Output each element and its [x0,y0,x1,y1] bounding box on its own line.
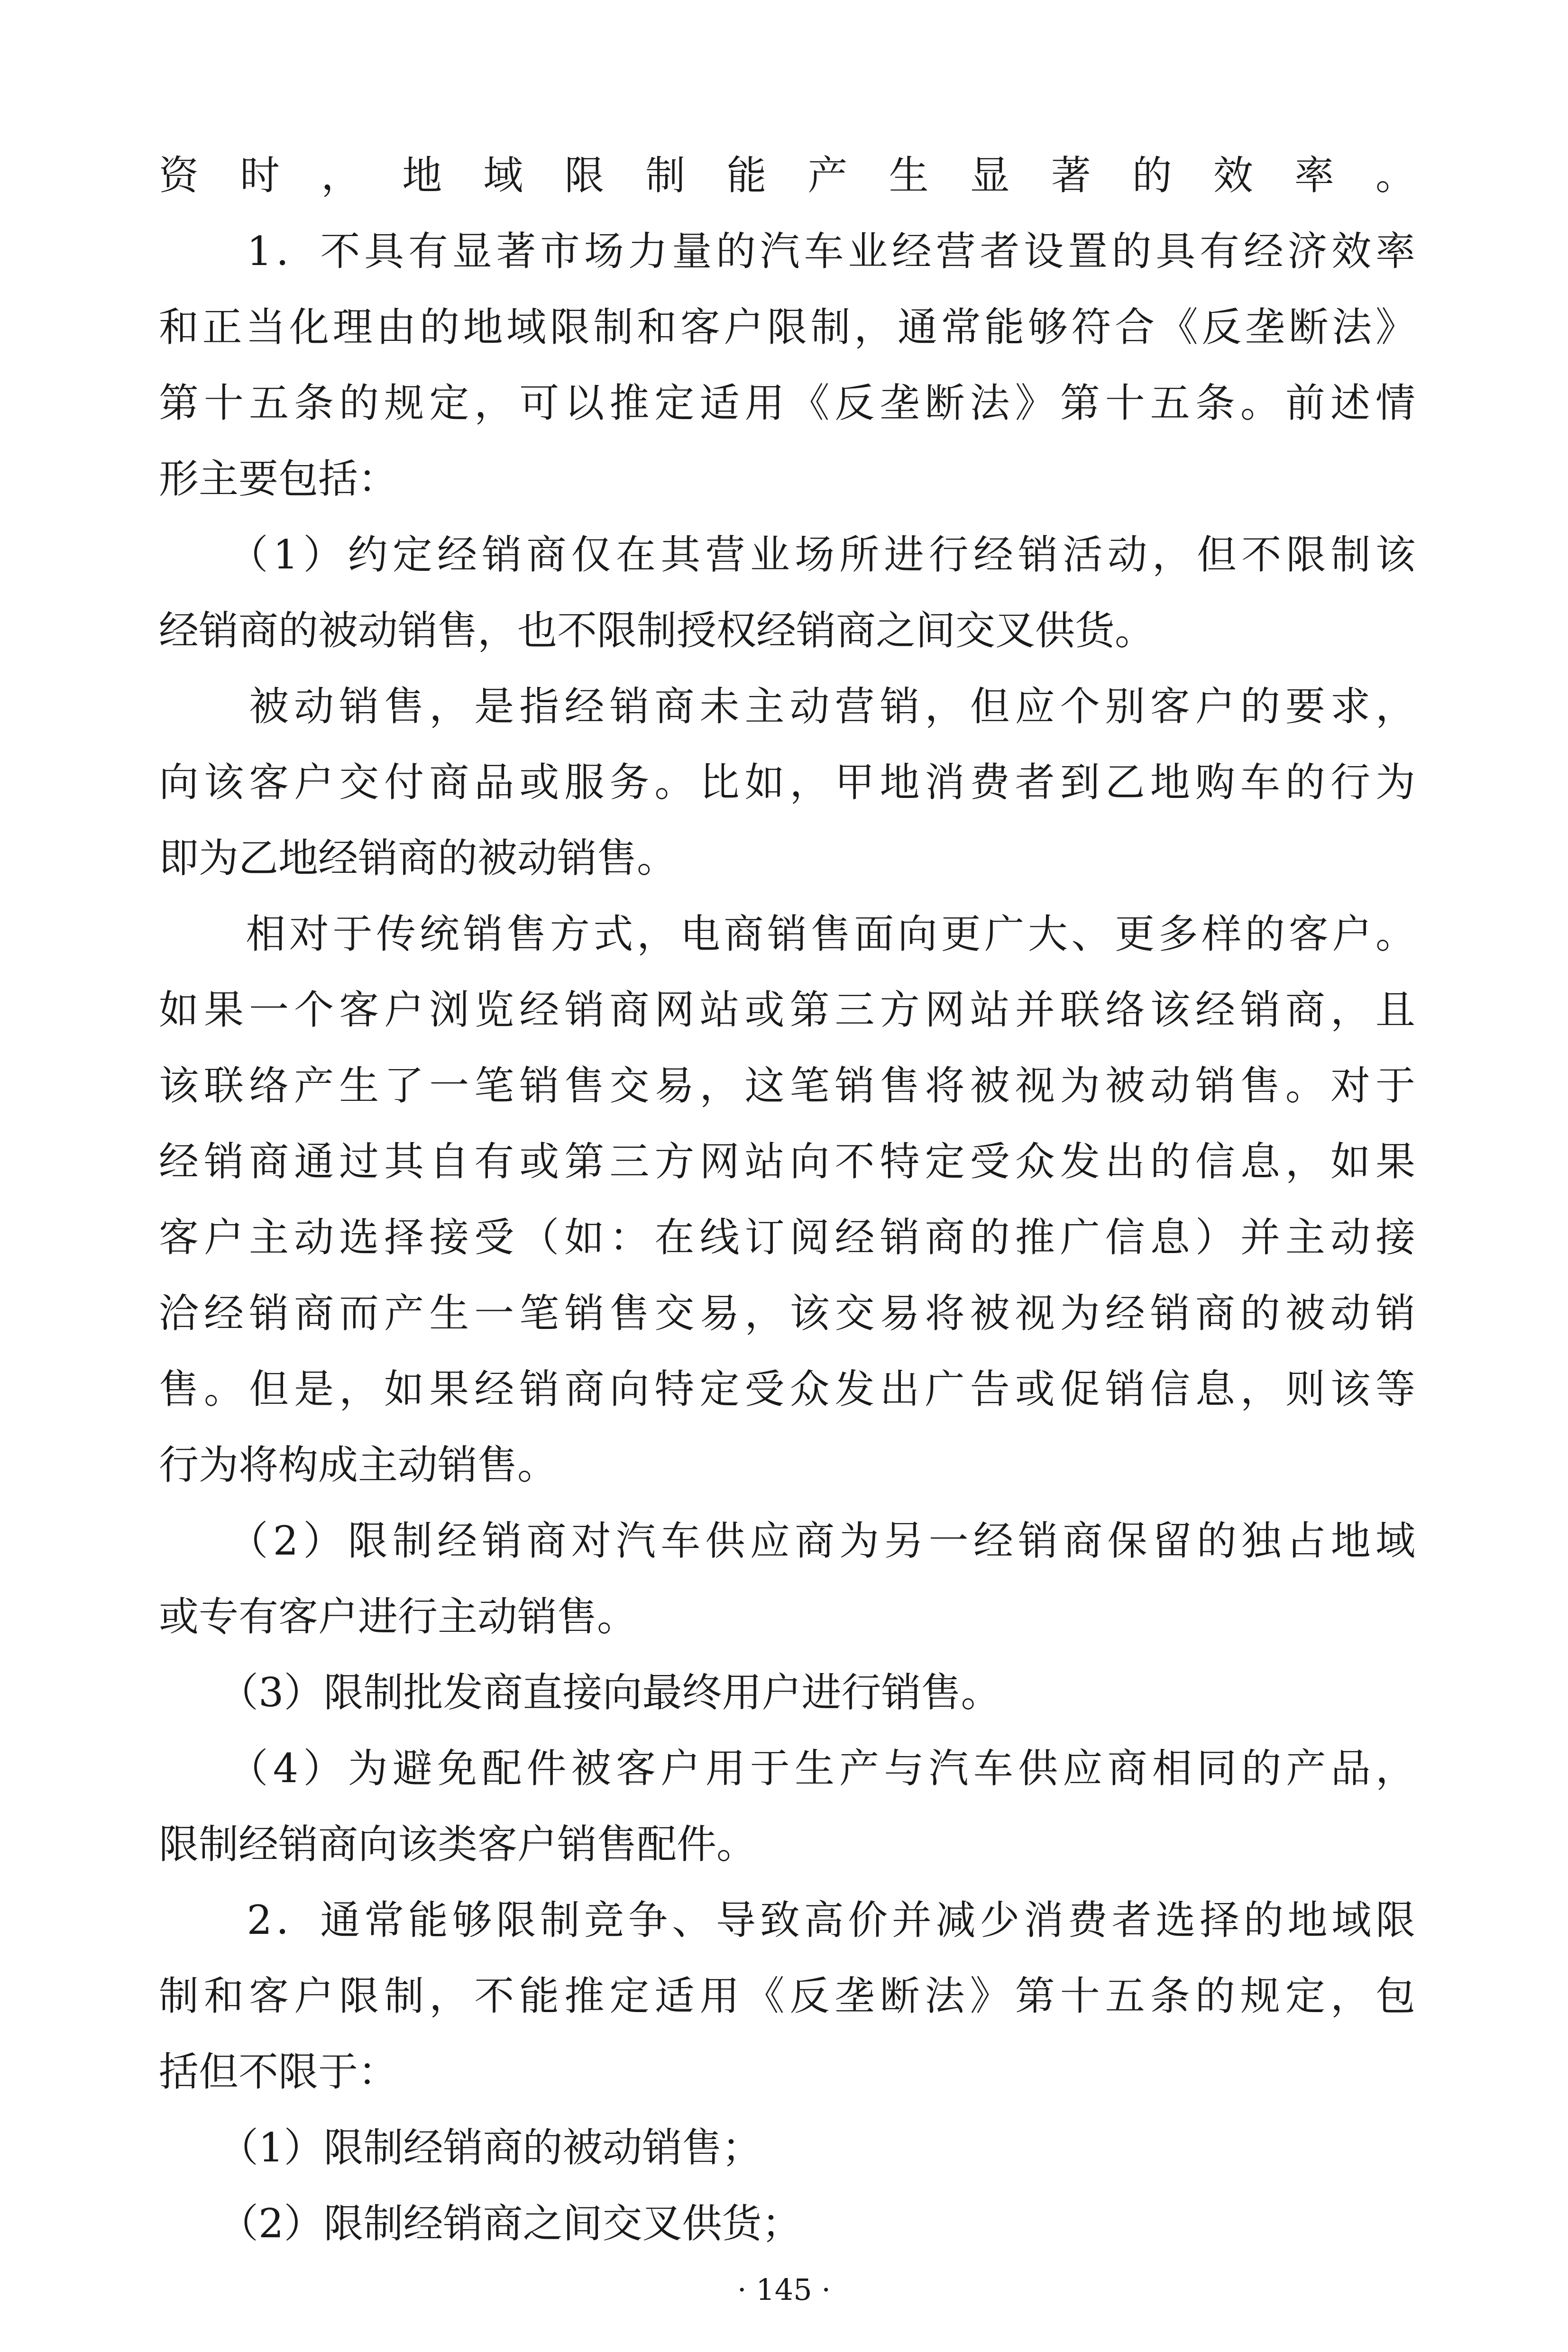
text-line: （1）约定经销商仅在其营业场所进行经销活动，但不限制该 [159,531,1415,578]
text-line: 1．不具有显著市场力量的汽车业经营者设置的具有经济效率 [159,228,1415,275]
text-line: 相对于传统销售方式，电商销售面向更广大、更多样的客户。 [159,911,1415,957]
text-line: 如果一个客户浏览经销商网站或第三方网站并联络该经销商，且 [159,987,1415,1033]
text-line: 2．通常能够限制竞争、导致高价并减少消费者选择的地域限 [159,1897,1415,1943]
text-line: 行为将构成主动销售。 [159,1442,558,1488]
text-line: 洽经销商而产生一笔销售交易，该交易将被视为经销商的被动销 [159,1290,1415,1336]
document-page [159,0,1415,2352]
text-line: 括但不限于： [159,2049,398,2095]
text-line: 制和客户限制，不能推定适用《反垄断法》第十五条的规定，包 [159,1973,1415,2019]
text-line: 客户主动选择接受（如：在线订阅经销商的推广信息）并主动接 [159,1214,1415,1261]
text-line: （3）限制批发商直接向最终用户进行销售。 [159,1669,1001,1716]
text-line: 限制经销商向该类客户销售配件。 [159,1821,757,1867]
text-line: 经销商通过其自有或第三方网站向不特定受众发出的信息，如果 [159,1138,1415,1185]
text-line: 该联络产生了一笔销售交易，这笔销售将被视为被动销售。对于 [159,1062,1415,1109]
text-line: 第十五条的规定，可以推定适用《反垄断法》第十五条。前述情 [159,380,1415,426]
text-line: 经销商的被动销售，也不限制授权经销商之间交叉供货。 [159,607,1155,654]
text-line: （2）限制经销商之间交叉供货； [159,2200,802,2247]
text-line: 向该客户交付商品或服务。比如，甲地消费者到乙地购车的行为 [159,759,1415,805]
text-line: 和正当化理由的地域限制和客户限制，通常能够符合《反垄断法》 [159,304,1415,350]
text-line: （2）限制经销商对汽车供应商为另一经销商保留的独占地域 [159,1518,1415,1564]
text-line: 形主要包括： [159,456,398,502]
text-line: （4）为避免配件被客户用于生产与汽车供应商相同的产品， [159,1745,1415,1792]
text-line: 或专有客户进行主动销售。 [159,1593,637,1640]
page-number: · 145 · [737,2272,831,2307]
text-line: 资时，地域限制能产生显著的效率。 [159,152,1415,199]
text-line: 被动销售，是指经销商未主动营销，但应个别客户的要求， [159,683,1415,730]
text-line: 售。但是，如果经销商向特定受众发出广告或促销信息，则该等 [159,1366,1415,1412]
text-line: （1）限制经销商的被动销售； [159,2124,762,2171]
text-line: 即为乙地经销商的被动销售。 [159,835,677,881]
